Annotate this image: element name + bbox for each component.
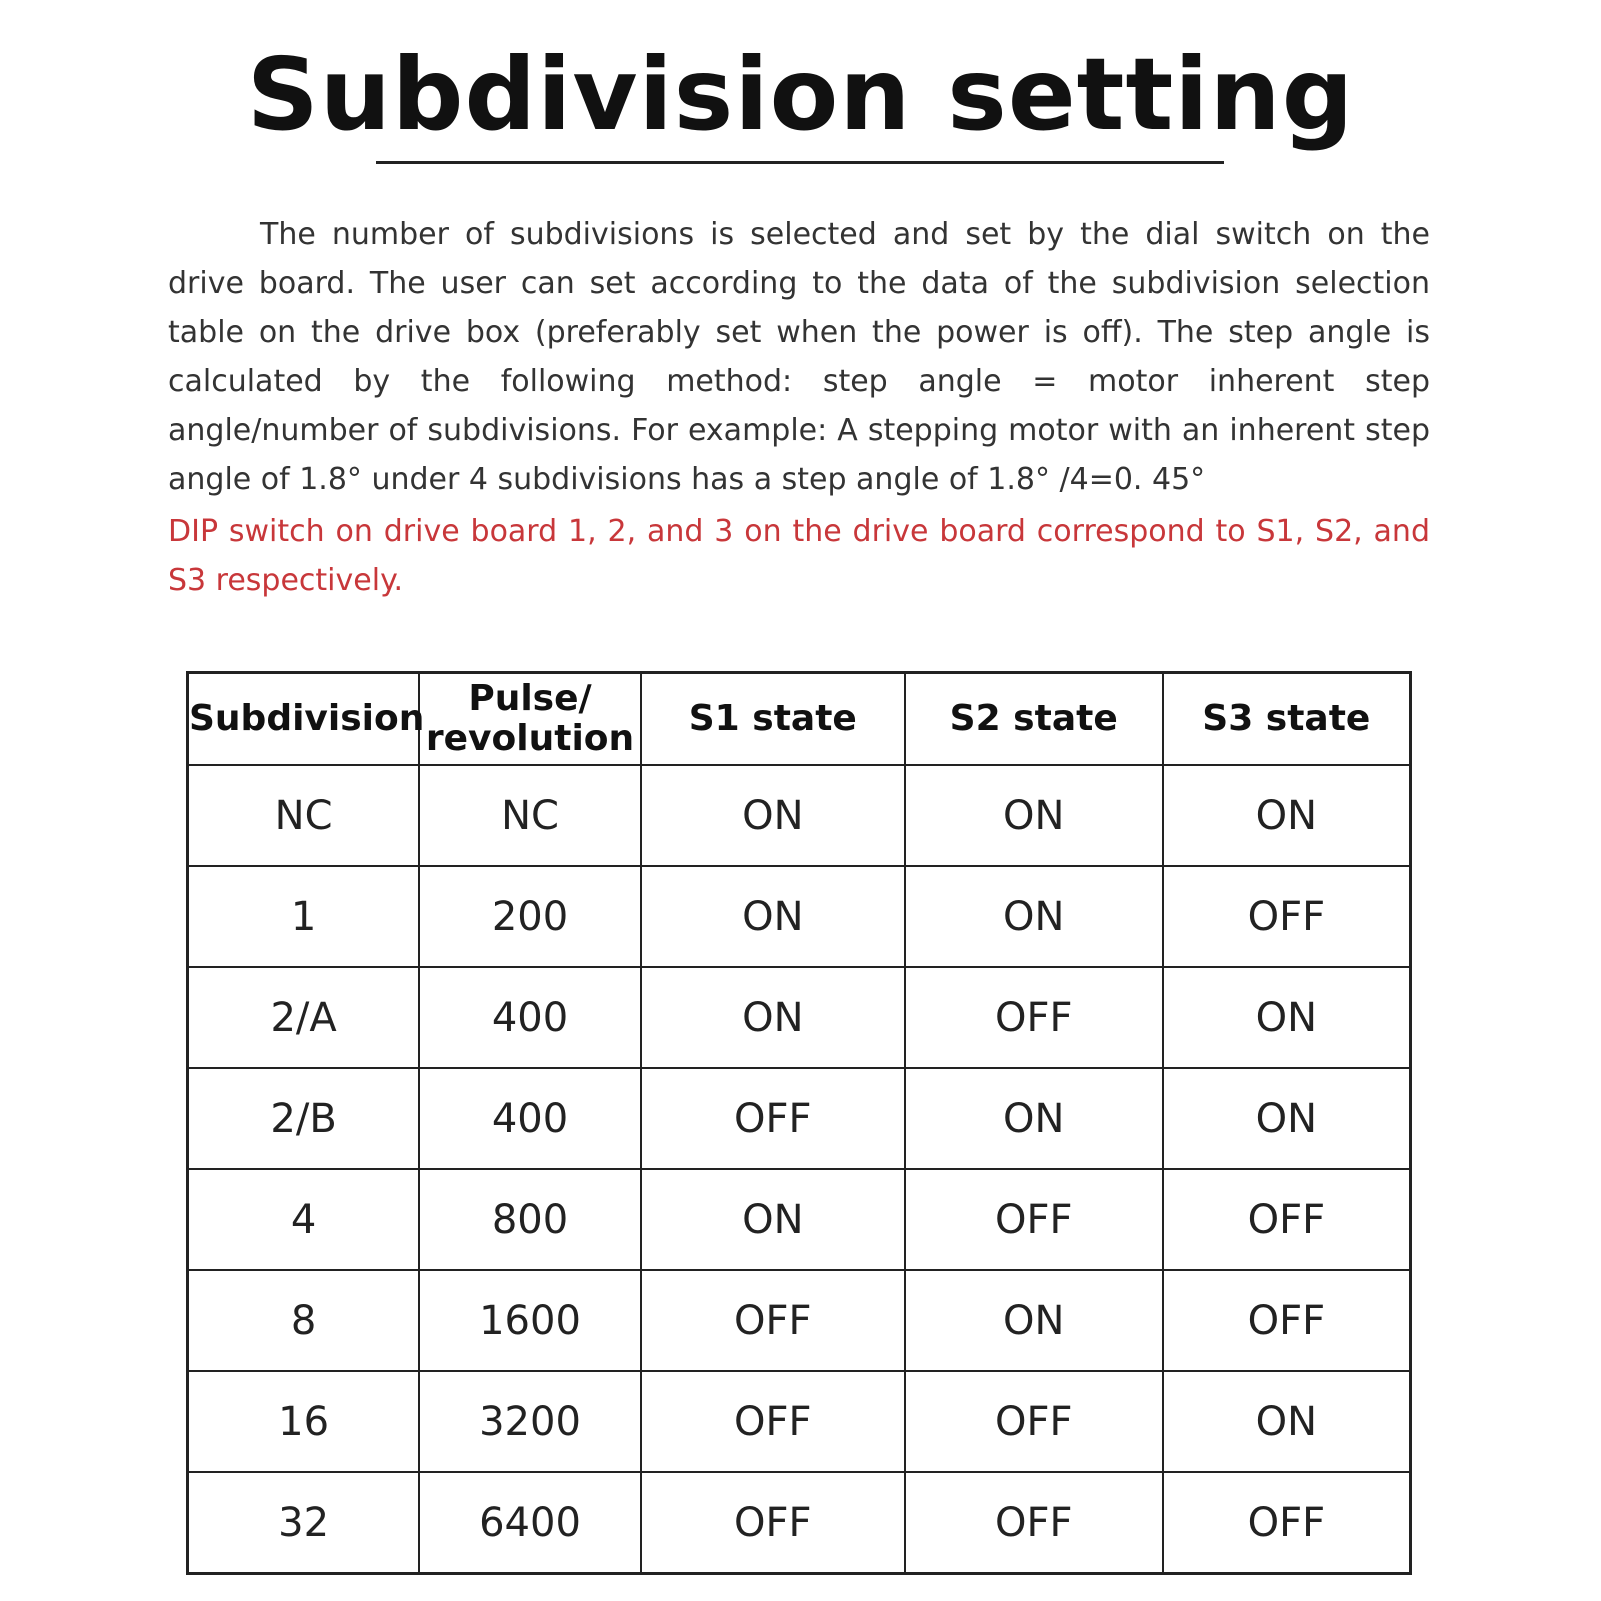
- cell-pulse: 800: [419, 1169, 641, 1270]
- cell-s1: OFF: [641, 1068, 905, 1169]
- cell-subdivision: 32: [188, 1472, 420, 1574]
- table-header-row: [188, 673, 1411, 766]
- table-row: [188, 1371, 1411, 1472]
- cell-s1: ON: [641, 967, 905, 1068]
- header-pulse-line1: Pulse/: [468, 678, 592, 719]
- title-underline: [376, 161, 1224, 164]
- cell-s1: ON: [641, 765, 905, 866]
- table-row: [188, 967, 1411, 1068]
- cell-s3: ON: [1163, 1068, 1411, 1169]
- cell-pulse: 200: [419, 866, 641, 967]
- cell-s1: OFF: [641, 1371, 905, 1472]
- cell-subdivision: 16: [188, 1371, 420, 1472]
- cell-pulse: 1600: [419, 1270, 641, 1371]
- cell-subdivision: 8: [188, 1270, 420, 1371]
- page-title: Subdivision setting: [246, 36, 1355, 153]
- cell-s3: OFF: [1163, 1169, 1411, 1270]
- cell-subdivision: 2/A: [188, 967, 420, 1068]
- cell-pulse: 3200: [419, 1371, 641, 1472]
- header-subdivision: Subdivision: [188, 673, 420, 766]
- table-row: [188, 1068, 1411, 1169]
- table-row: [188, 1270, 1411, 1371]
- header-s1-state: S1 state: [641, 673, 905, 766]
- header-s3-state: S3 state: [1163, 673, 1411, 766]
- header-s2-state: S2 state: [905, 673, 1163, 766]
- cell-s1: ON: [641, 866, 905, 967]
- cell-subdivision: NC: [188, 765, 420, 866]
- cell-s2: OFF: [905, 967, 1163, 1068]
- cell-s3: OFF: [1163, 1270, 1411, 1371]
- cell-s2: OFF: [905, 1472, 1163, 1574]
- cell-s1: OFF: [641, 1270, 905, 1371]
- cell-subdivision: 1: [188, 866, 420, 967]
- cell-subdivision: 2/B: [188, 1068, 420, 1169]
- table-row: [188, 765, 1411, 866]
- cell-pulse: 6400: [419, 1472, 641, 1574]
- header-pulse-revolution: [419, 673, 641, 766]
- header-pulse-line2: revolution: [425, 718, 635, 759]
- cell-s2: ON: [905, 1068, 1163, 1169]
- cell-s1: OFF: [641, 1472, 905, 1574]
- cell-s3: OFF: [1163, 1472, 1411, 1574]
- cell-s3: OFF: [1163, 866, 1411, 967]
- cell-pulse: 400: [419, 967, 641, 1068]
- dip-switch-note: DIP switch on drive board 1, 2, and 3 on the drive board correspond to S1, S2, and S3 respectively.: [168, 514, 1430, 598]
- cell-s2: ON: [905, 765, 1163, 866]
- cell-s2: ON: [905, 866, 1163, 967]
- cell-s2: OFF: [905, 1371, 1163, 1472]
- cell-pulse: NC: [419, 765, 641, 866]
- cell-s1: ON: [641, 1169, 905, 1270]
- cell-pulse: 400: [419, 1068, 641, 1169]
- cell-s2: ON: [905, 1270, 1163, 1371]
- table-row: [188, 1472, 1411, 1574]
- cell-subdivision: 4: [188, 1169, 420, 1270]
- cell-s3: ON: [1163, 1371, 1411, 1472]
- cell-s3: ON: [1163, 967, 1411, 1068]
- table-row: [188, 1169, 1411, 1270]
- cell-s3: ON: [1163, 765, 1411, 866]
- subdivision-table: [186, 671, 1412, 1575]
- description-paragraph: The number of subdivisions is selected and set by the dial switch on the drive board. The user can set according to the data of the subdivision selection table on the drive box (preferably set when the power is off). The step angle is calculated by the following method: step angle = motor inherent step angle/number of subdivisions. For example: A stepping motor with an inherent step angle of 1.8° under 4 subdivisions has a step angle of 1.8° /4=0. 45°: [168, 217, 1430, 497]
- table-row: [188, 866, 1411, 967]
- cell-s2: OFF: [905, 1169, 1163, 1270]
